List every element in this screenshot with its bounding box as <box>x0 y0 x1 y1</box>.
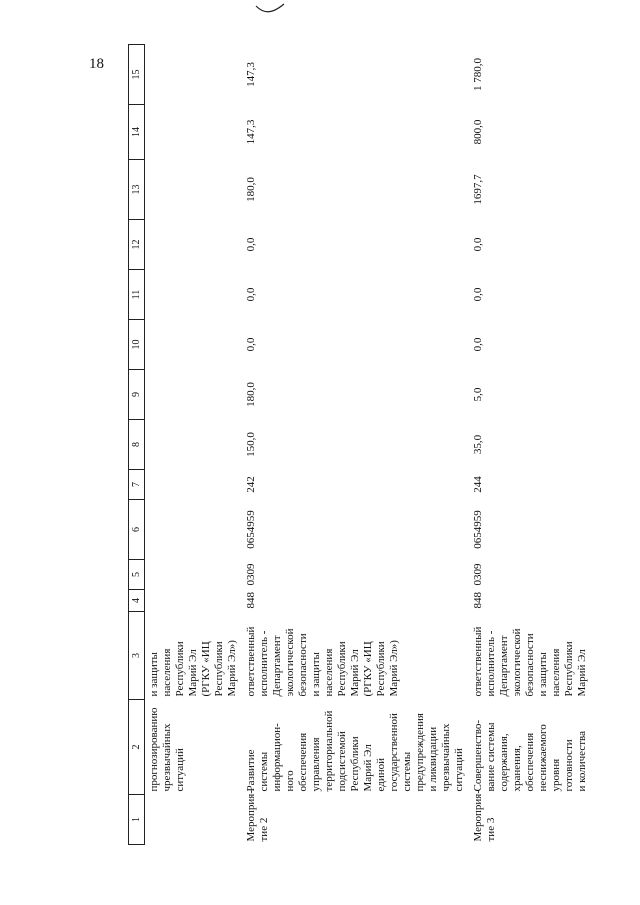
table-cell: 180,0 <box>245 177 257 202</box>
table-cell: 800,0 <box>472 119 484 145</box>
header-col-1: 1 <box>129 795 145 845</box>
header-col-11: 11 <box>129 270 145 320</box>
header-col-2: 2 <box>129 700 145 795</box>
table-cell: 0654959 <box>472 510 484 549</box>
table-cell: 0309 <box>472 563 484 586</box>
measure-description: Совершенство- вание системы содержания, хранения, обеспечения неснижаемого уровня готовности и количества <box>472 719 588 792</box>
table-cell: 242 <box>245 476 257 493</box>
continuation-row <box>145 45 243 845</box>
table-row-measure-2 <box>242 45 469 845</box>
page-number: 18 <box>89 56 104 72</box>
table-cell: 244 <box>472 476 484 493</box>
table-cell: 0,0 <box>245 237 257 252</box>
table-cell: 848 <box>245 592 257 609</box>
table-cell: 150,0 <box>245 432 257 457</box>
header-col-10: 10 <box>129 320 145 370</box>
header-col-6: 6 <box>129 500 145 560</box>
header-col-4: 4 <box>129 590 145 612</box>
measure-name: Мероприя- тие 3 <box>472 789 497 842</box>
header-row <box>129 45 145 845</box>
header-col-12: 12 <box>129 220 145 270</box>
rotated-table-region <box>128 45 640 845</box>
table-cell: 0654959 <box>245 510 257 549</box>
continuation-description: прогнозированию чрезвычайных ситуаций <box>148 707 186 792</box>
table-cell: 0,0 <box>472 237 484 252</box>
table-cell: 180,0 <box>245 382 257 407</box>
table-row-measure-3 <box>469 45 592 845</box>
table-cell: 0,0 <box>245 337 257 352</box>
header-col-14: 14 <box>129 105 145 160</box>
table-cell: 0309 <box>245 563 257 586</box>
table-cell: 0,0 <box>472 337 484 352</box>
table-cell: 1697,7 <box>472 174 484 205</box>
budget-table <box>128 44 592 845</box>
table-cell: 5,0 <box>472 387 484 402</box>
table-cell: 35,0 <box>472 434 484 455</box>
measure-executor: ответственный исполнитель - Департамент экологической безопасности и защиты населения Республики Марий Эл <box>472 626 588 697</box>
table-cell: 1 780,0 <box>472 58 484 91</box>
header-col-15: 15 <box>129 45 145 105</box>
header-col-8: 8 <box>129 420 145 470</box>
table-cell: 147,3 <box>245 62 257 87</box>
continuation-executor: и защиты населения Республики Марий Эл (РГКУ «ИЦ Республики Марий Эл») <box>148 640 238 697</box>
measure-description: Развитие системы информацион- ного обеспечения управления территориальной подсистемой Республики Марий Эл единой государственной системы предупреждения и ликвидации чрезвычайных ситуаций <box>245 710 465 792</box>
table-cell: 0,0 <box>245 287 257 302</box>
table-cell: 147,3 <box>245 119 257 145</box>
header-col-5: 5 <box>129 560 145 590</box>
header-col-3: 3 <box>129 612 145 700</box>
measure-name: Мероприя- тие 2 <box>245 789 270 842</box>
measure-executor: ответственный исполнитель - Департамент экологической безопасности и защиты населения Республики Марий Эл (РГКУ «ИЦ Республики Марий Эл») <box>245 626 400 697</box>
header-col-13: 13 <box>129 160 145 220</box>
header-col-9: 9 <box>129 370 145 420</box>
table-cell: 848 <box>472 592 484 609</box>
header-col-7: 7 <box>129 470 145 500</box>
corner-scribble-mark <box>254 2 288 16</box>
table-cell: 0,0 <box>472 287 484 302</box>
